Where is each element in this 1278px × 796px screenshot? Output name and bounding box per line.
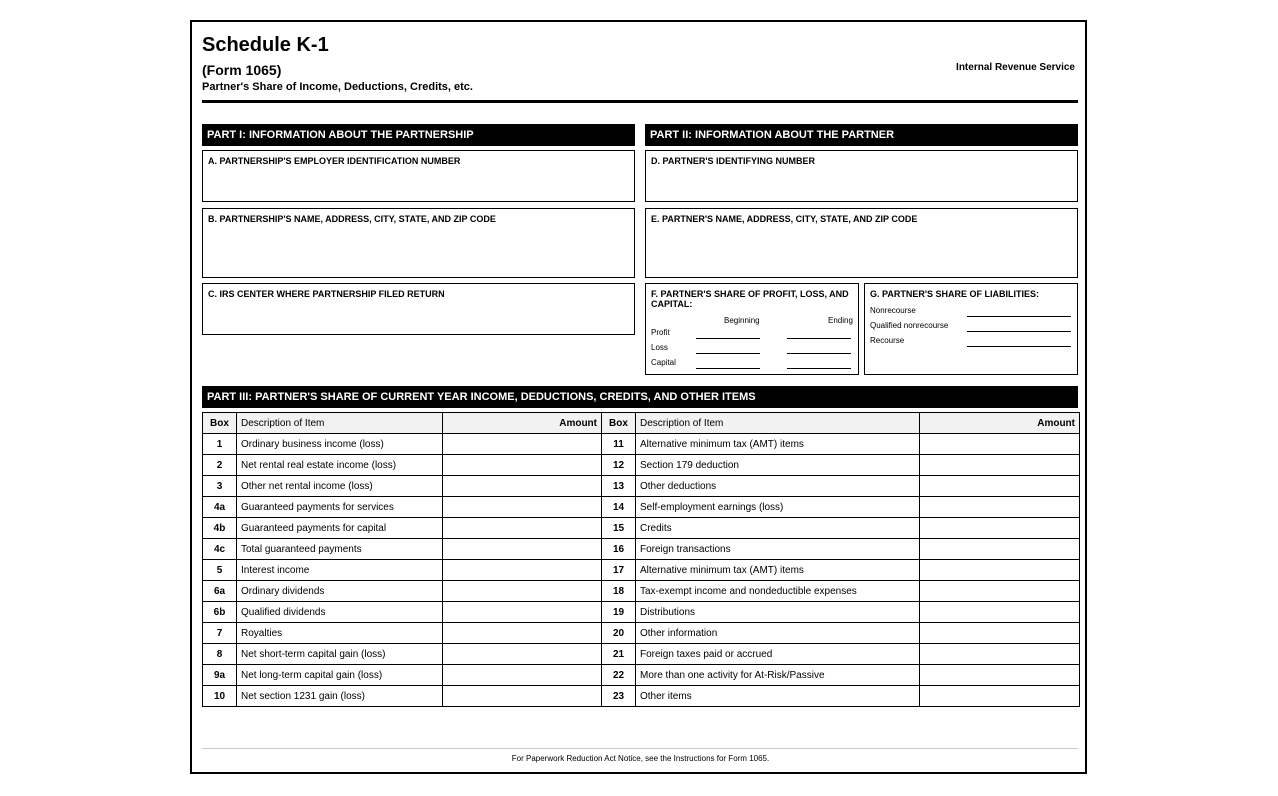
amount-field[interactable] — [920, 602, 1080, 623]
table-row — [203, 602, 1080, 623]
part1-heading: PART I: INFORMATION ABOUT THE PARTNERSHIP — [202, 124, 635, 146]
item-description: Total guaranteed payments — [237, 539, 443, 560]
box-number: 4b — [203, 518, 237, 539]
footer-divider — [202, 748, 1078, 749]
item-description: Distributions — [636, 602, 920, 623]
item-description: Royalties — [237, 623, 443, 644]
items-table — [202, 412, 1080, 707]
item-description: Net short-term capital gain (loss) — [237, 644, 443, 665]
partnership-name-address-label: B. PARTNERSHIP'S NAME, ADDRESS, CITY, STATE, AND ZIP CODE — [208, 214, 496, 224]
part3-heading: PART III: PARTNER'S SHARE OF CURRENT YEAR INCOME, DEDUCTIONS, CREDITS, AND OTHER ITEMS — [202, 386, 1078, 408]
items-table-header — [203, 413, 1080, 434]
col-desc-right: Description of Item — [636, 413, 920, 434]
item-description: Section 179 deduction — [636, 455, 920, 476]
box-number: 1 — [203, 434, 237, 455]
partner-id-label: D. PARTNER'S IDENTIFYING NUMBER — [651, 156, 815, 166]
liabilities-label: G. PARTNER'S SHARE OF LIABILITIES: — [870, 289, 1039, 299]
box-number: 18 — [602, 581, 636, 602]
item-description: Tax-exempt income and nondeductible expenses — [636, 581, 920, 602]
box-number: 13 — [602, 476, 636, 497]
amount-field[interactable] — [920, 644, 1080, 665]
capital-beginning-field[interactable] — [696, 368, 760, 369]
item-description: Guaranteed payments for capital — [237, 518, 443, 539]
beginning-header: Beginning — [724, 316, 760, 325]
items-table-body — [203, 434, 1080, 707]
amount-field[interactable] — [920, 686, 1080, 707]
col-box-right: Box — [602, 413, 636, 434]
capital-ending-field[interactable] — [787, 368, 851, 369]
amount-field[interactable] — [920, 476, 1080, 497]
nonrecourse-label: Nonrecourse — [870, 306, 916, 315]
amount-field[interactable] — [920, 665, 1080, 686]
item-description: Interest income — [237, 560, 443, 581]
partnership-name-address-field[interactable] — [202, 208, 635, 278]
footer-note: For Paperwork Reduction Act Notice, see the Instructions for Form 1065. — [511, 754, 770, 763]
item-description: Other net rental income (loss) — [237, 476, 443, 497]
amount-field[interactable] — [443, 560, 602, 581]
profit-ending-field[interactable] — [787, 338, 851, 339]
qualified-nonrecourse-field[interactable] — [967, 331, 1071, 332]
col-amount-right: Amount — [920, 413, 1080, 434]
profit-label: Profit — [651, 328, 670, 337]
box-number: 14 — [602, 497, 636, 518]
agency-label: Internal Revenue Service — [956, 62, 1075, 73]
box-number: 16 — [602, 539, 636, 560]
amount-field[interactable] — [443, 497, 602, 518]
item-description: Other deductions — [636, 476, 920, 497]
col-desc-left: Description of Item — [237, 413, 443, 434]
table-row — [203, 560, 1080, 581]
header-divider — [202, 100, 1078, 103]
item-description: Other information — [636, 623, 920, 644]
amount-field[interactable] — [920, 518, 1080, 539]
box-number: 21 — [602, 644, 636, 665]
item-description: Net rental real estate income (loss) — [237, 455, 443, 476]
amount-field[interactable] — [443, 476, 602, 497]
item-description: Net section 1231 gain (loss) — [237, 686, 443, 707]
form-number: (Form 1065) — [202, 62, 282, 78]
table-row — [203, 665, 1080, 686]
box-number: 15 — [602, 518, 636, 539]
col-box-left: Box — [203, 413, 237, 434]
recourse-label: Recourse — [870, 336, 905, 345]
amount-field[interactable] — [443, 623, 602, 644]
loss-label: Loss — [651, 343, 668, 352]
loss-beginning-field[interactable] — [696, 353, 760, 354]
amount-field[interactable] — [920, 539, 1080, 560]
item-description: Qualified dividends — [237, 602, 443, 623]
box-number: 22 — [602, 665, 636, 686]
ending-header: Ending — [828, 316, 853, 325]
box-number: 10 — [203, 686, 237, 707]
nonrecourse-field[interactable] — [967, 316, 1071, 317]
box-number: 11 — [602, 434, 636, 455]
box-number: 9a — [203, 665, 237, 686]
table-row — [203, 581, 1080, 602]
amount-field[interactable] — [443, 434, 602, 455]
box-number: 6b — [203, 602, 237, 623]
box-number: 19 — [602, 602, 636, 623]
table-row — [203, 434, 1080, 455]
col-amount-left: Amount — [443, 413, 602, 434]
amount-field[interactable] — [443, 455, 602, 476]
box-number: 3 — [203, 476, 237, 497]
box-number: 20 — [602, 623, 636, 644]
box-number: 23 — [602, 686, 636, 707]
item-description: Alternative minimum tax (AMT) items — [636, 434, 920, 455]
item-description: Foreign taxes paid or accrued — [636, 644, 920, 665]
item-description: Ordinary business income (loss) — [237, 434, 443, 455]
table-row — [203, 497, 1080, 518]
table-row — [203, 476, 1080, 497]
table-row — [203, 518, 1080, 539]
item-description: More than one activity for At-Risk/Passive — [636, 665, 920, 686]
part2-heading: PART II: INFORMATION ABOUT THE PARTNER — [645, 124, 1078, 146]
schedule-k1-form — [190, 20, 1087, 774]
liabilities-box — [864, 283, 1078, 375]
profit-loss-capital-box — [645, 283, 859, 375]
irs-center-field[interactable] — [202, 283, 635, 335]
amount-field[interactable] — [920, 560, 1080, 581]
amount-field[interactable] — [443, 665, 602, 686]
irs-center-label: C. IRS CENTER WHERE PARTNERSHIP FILED RETURN — [208, 289, 445, 299]
box-number: 5 — [203, 560, 237, 581]
partnership-ein-field[interactable] — [202, 150, 635, 202]
item-description: Net long-term capital gain (loss) — [237, 665, 443, 686]
item-description: Self-employment earnings (loss) — [636, 497, 920, 518]
table-row — [203, 455, 1080, 476]
amount-field[interactable] — [920, 581, 1080, 602]
box-number: 6a — [203, 581, 237, 602]
loss-ending-field[interactable] — [787, 353, 851, 354]
recourse-field[interactable] — [967, 346, 1071, 347]
partner-id-field[interactable] — [645, 150, 1078, 202]
table-row — [203, 644, 1080, 665]
amount-field[interactable] — [443, 518, 602, 539]
partner-name-address-label: E. PARTNER'S NAME, ADDRESS, CITY, STATE, AND ZIP CODE — [651, 214, 918, 224]
box-number: 7 — [203, 623, 237, 644]
box-number: 2 — [203, 455, 237, 476]
amount-field[interactable] — [920, 623, 1080, 644]
item-description: Guaranteed payments for services — [237, 497, 443, 518]
amount-field[interactable] — [443, 602, 602, 623]
amount-field[interactable] — [920, 434, 1080, 455]
item-description: Credits — [636, 518, 920, 539]
profit-loss-capital-label: F. PARTNER'S SHARE OF PROFIT, LOSS, AND CAPITAL: — [651, 289, 849, 309]
table-row — [203, 686, 1080, 707]
amount-field[interactable] — [920, 497, 1080, 518]
profit-beginning-field[interactable] — [696, 338, 760, 339]
form-subtitle: Partner's Share of Income, Deductions, Credits, etc. — [202, 81, 473, 93]
box-number: 17 — [602, 560, 636, 581]
partnership-ein-label: A. PARTNERSHIP'S EMPLOYER IDENTIFICATION NUMBER — [208, 156, 461, 166]
box-number: 8 — [203, 644, 237, 665]
item-description: Alternative minimum tax (AMT) items — [636, 560, 920, 581]
partner-name-address-field[interactable] — [645, 208, 1078, 278]
item-description: Other items — [636, 686, 920, 707]
box-number: 4a — [203, 497, 237, 518]
box-number: 12 — [602, 455, 636, 476]
amount-field[interactable] — [443, 686, 602, 707]
qualified-nonrecourse-label: Qualified nonrecourse — [870, 321, 949, 330]
table-row — [203, 539, 1080, 560]
item-description: Ordinary dividends — [237, 581, 443, 602]
amount-field[interactable] — [920, 455, 1080, 476]
amount-field[interactable] — [443, 644, 602, 665]
amount-field[interactable] — [443, 581, 602, 602]
item-description: Foreign transactions — [636, 539, 920, 560]
amount-field[interactable] — [443, 539, 602, 560]
form-title: Schedule K-1 — [202, 34, 329, 56]
capital-label: Capital — [651, 358, 676, 367]
table-row — [203, 623, 1080, 644]
box-number: 4c — [203, 539, 237, 560]
